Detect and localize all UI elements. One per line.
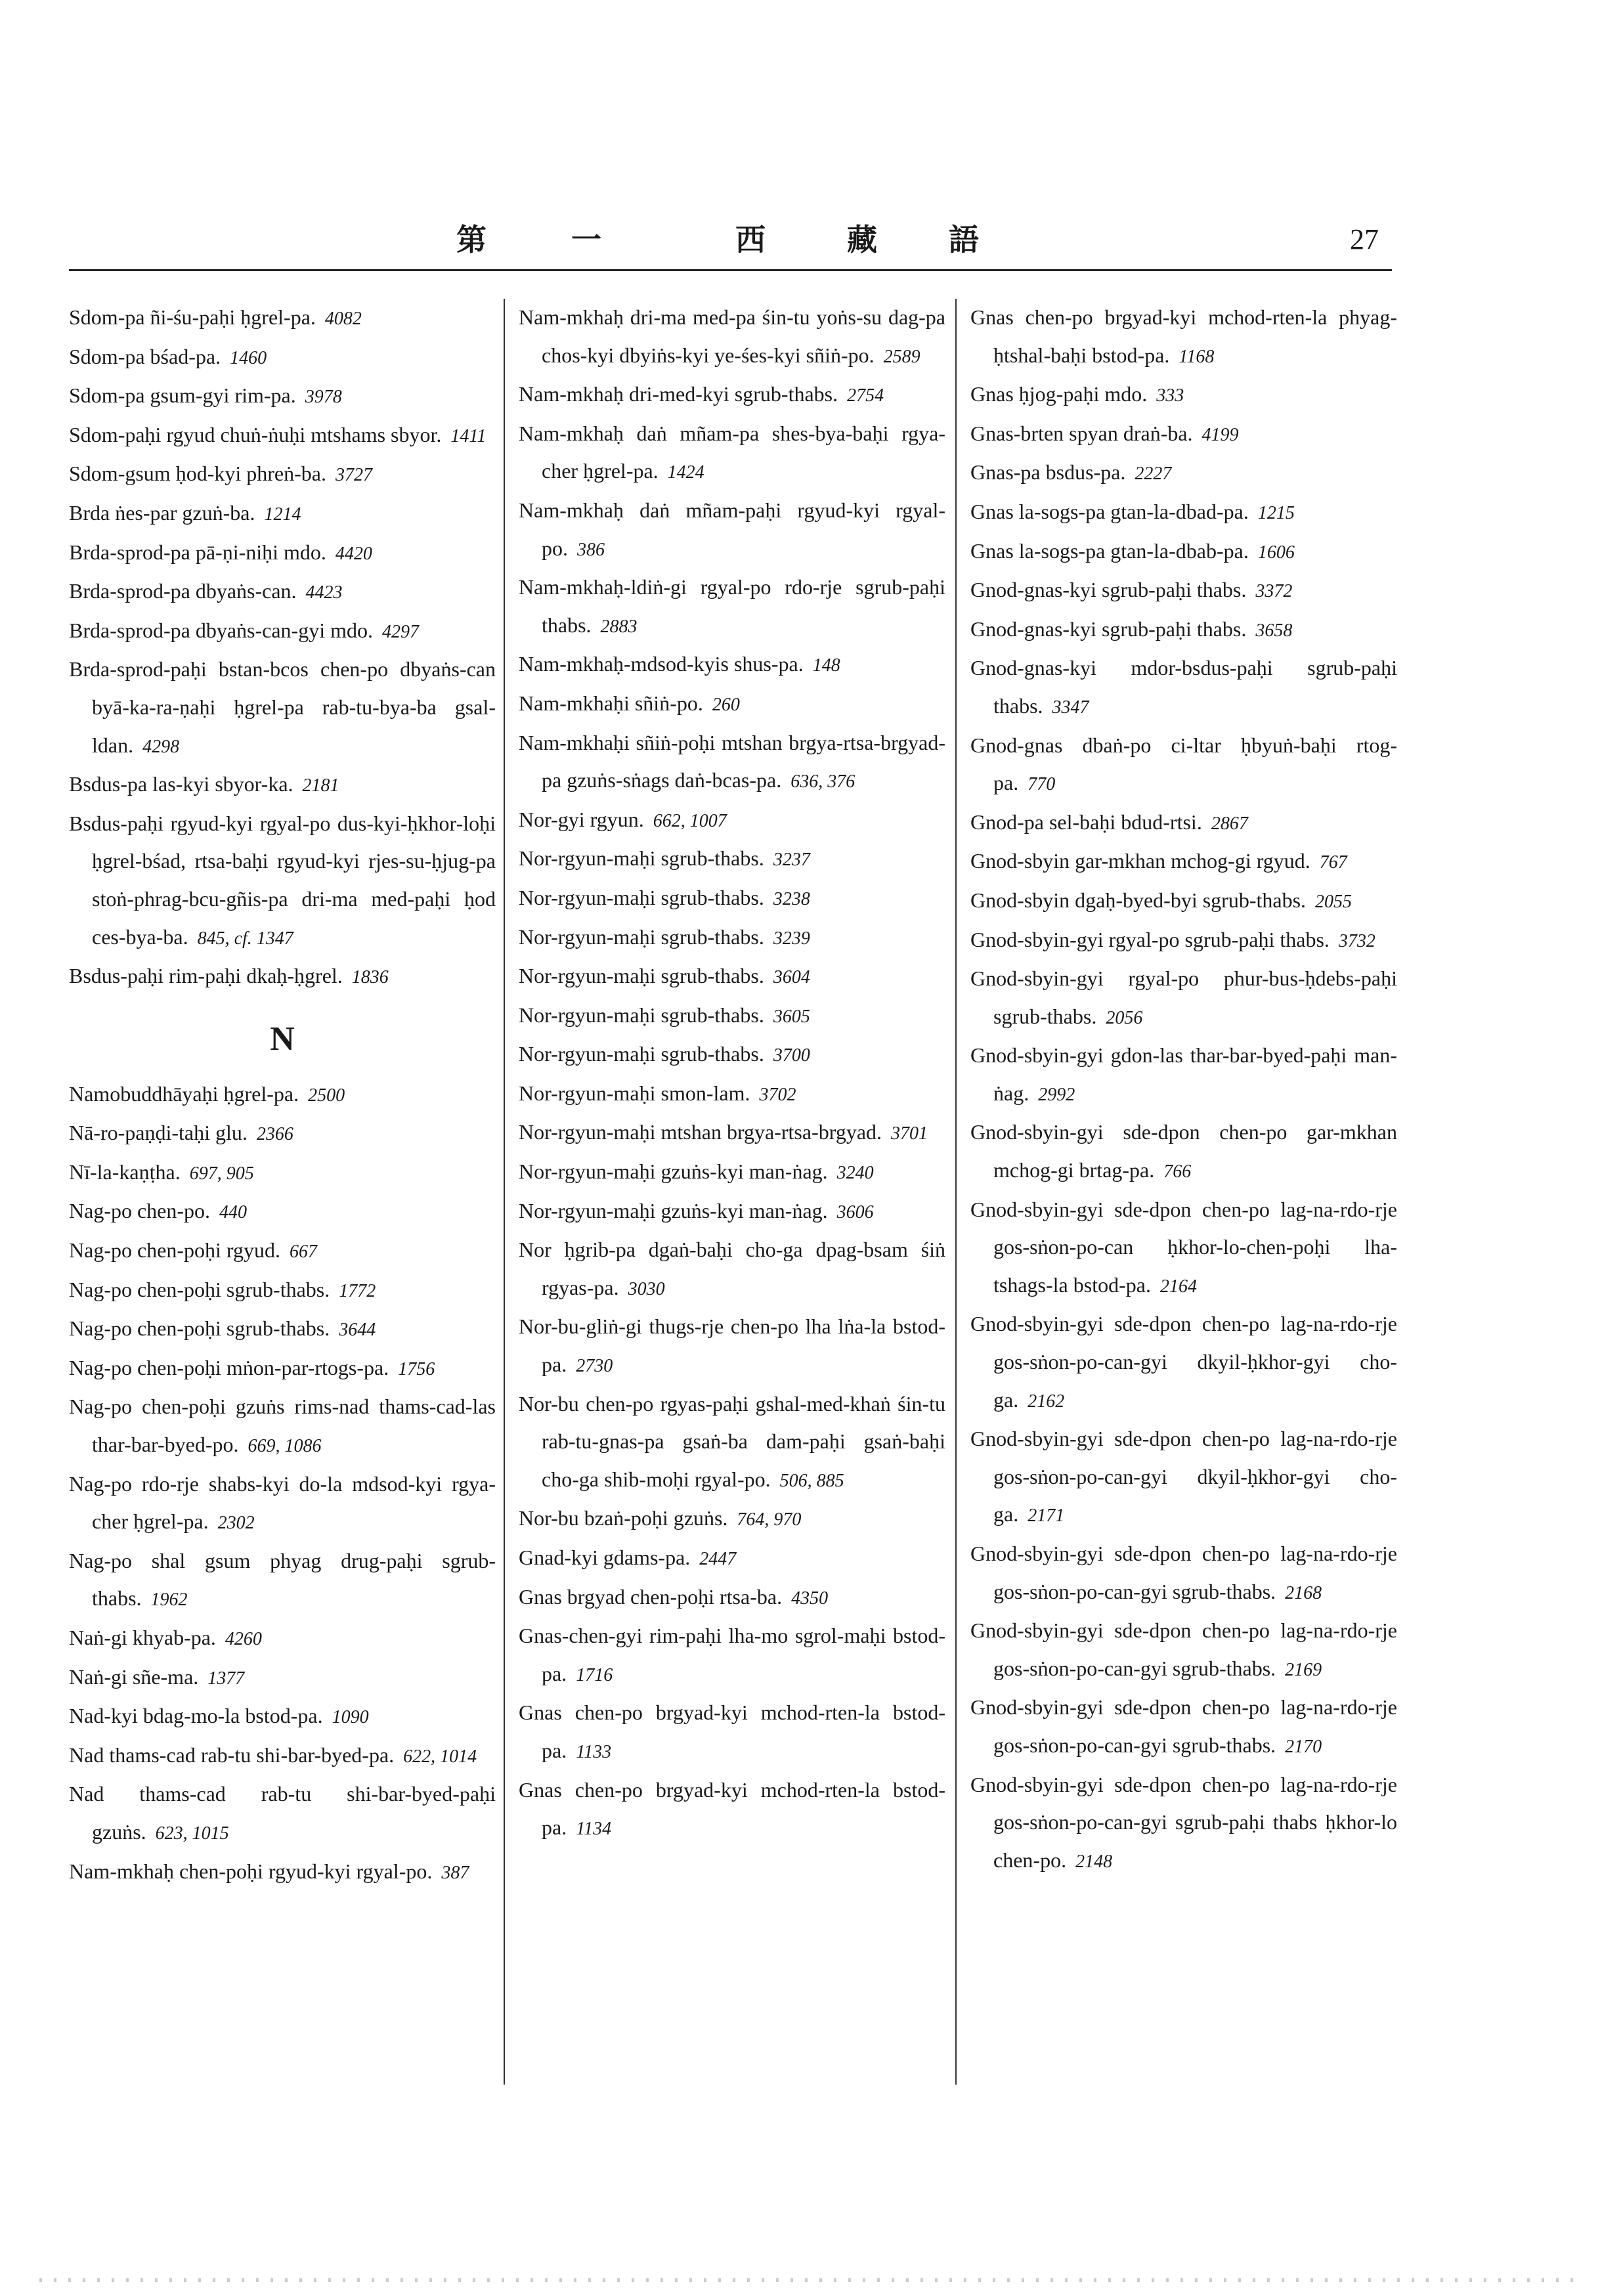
entry-number: 2867 (1211, 813, 1248, 834)
index-entry (519, 299, 945, 376)
entry-title: Nor-rgyun-maḥi gzuṅs-kyi man-ṅag. (519, 1159, 828, 1184)
entry-title: Bsdus-paḥi rgyud-kyi rgyal-po dus-kyi-ḥkhor-loḥi ḥgrel-bśad, rtsa-baḥi rgyud-kyi rjes-su-ḥjug-pa stoṅ-phrag-bcu-gñis-pa dri-ma med-paḥi ḥod ces-bya-ba. (69, 811, 496, 949)
index-entry (970, 1689, 1397, 1765)
entry-number: 2366 (256, 1124, 293, 1145)
index-entry (519, 645, 945, 685)
index-entry (970, 804, 1397, 843)
index-entry (519, 879, 945, 919)
index-entry (970, 1420, 1397, 1535)
index-entry (69, 455, 496, 494)
entry-number: 2162 (1028, 1391, 1065, 1412)
index-entry (970, 882, 1397, 921)
entry-number: 1424 (667, 462, 704, 483)
entry-title: Gnod-pa sel-baḥi bdud-rtsi. (970, 810, 1202, 834)
index-entry (970, 1612, 1397, 1689)
index-entry (69, 651, 496, 766)
entry-title: Gnod-sbyin-gyi sde-dpon chen-po gar-mkhan mchog-gi brtag-pa. (970, 1120, 1397, 1182)
entry-number: 387 (441, 1862, 469, 1883)
index-entry (970, 493, 1397, 532)
entry-title: Nam-mkhaḥ chen-poḥi rgyud-kyi rgyal-po. (69, 1859, 433, 1883)
entry-number: 3701 (891, 1123, 928, 1144)
index-entry (69, 573, 496, 612)
entry-number: 3605 (773, 1006, 810, 1027)
entry-title: Sdom-pa gsum-gyi rim-pa. (69, 383, 296, 408)
entry-title: Gnas la-sogs-pa gtan-la-dbab-pa. (970, 538, 1249, 563)
entry-number: 3237 (773, 850, 810, 871)
entry-number: 1606 (1257, 542, 1295, 563)
index-entry (69, 494, 496, 534)
entry-number: 2056 (1106, 1007, 1143, 1028)
entry-number: 1772 (339, 1280, 376, 1301)
index-entry (519, 1075, 945, 1114)
entry-title: Gnas la-sogs-pa gtan-la-dbad-pa. (970, 499, 1249, 523)
entry-number: 1411 (450, 425, 487, 446)
entry-title: Gnas chen-po brgyad-kyi mchod-rten-la phyag-ḥtshal-baḥi bstod-pa. (970, 305, 1397, 367)
entry-number: 766 (1163, 1161, 1192, 1182)
entry-title: Gnod-sbyin-gyi sde-dpon chen-po lag-na-rdo-rje gos-sṅon-po-can-gyi dkyil-ḥkhor-gyi cho-ga. (970, 1312, 1397, 1412)
index-entry (970, 376, 1397, 415)
entry-number: 2181 (302, 775, 339, 796)
index-entry (519, 801, 945, 840)
entry-number: 662, 1007 (653, 810, 727, 831)
entry-number: 1133 (576, 1741, 612, 1762)
index-entry (69, 1465, 496, 1542)
entry-title: Nā-ro-paṇḍi-taḥi glu. (69, 1121, 248, 1145)
entry-title: Nam-mkhaḥi sñiṅ-po. (519, 691, 703, 715)
entry-number: 3727 (335, 465, 372, 486)
entry-number: 2754 (847, 385, 884, 406)
entry-title: Gnod-sbyin-gyi rgyal-po phur-bus-ḥdebs-paḥi sgrub-thabs. (970, 966, 1397, 1028)
entry-number: 1460 (230, 347, 267, 368)
entry-title: Gnod-sbyin-gyi sde-dpon chen-po lag-na-rdo-rje gos-sṅon-po-can-gyi sgrub-thabs. (970, 1542, 1397, 1603)
index-entry (69, 612, 496, 651)
entry-title: Nag-po chen-poḥi rgyud. (69, 1238, 280, 1263)
entry-title: Naṅ-gi sñe-ma. (69, 1664, 199, 1689)
entry-number: 4298 (142, 736, 180, 757)
entry-title: Nor-bu-gliṅ-gi thugs-rje chen-po lha lṅa-la bstod-pa. (519, 1314, 945, 1377)
entry-title: Nam-mkhaḥ dri-ma med-pa śin-tu yoṅs-su dag-pa chos-kyi dbyiṅs-kyi ye-śes-kyi sñiṅ-po. (519, 305, 945, 367)
entry-title: Nam-mkhaḥi sñiṅ-poḥi mtshan brgya-rtsa-brgyad-pa gzuṅs-sṅags daṅ-bcas-pa. (519, 730, 945, 792)
entry-title: Gnod-sbyin-gyi sde-dpon chen-po lag-na-rdo-rje gos-sṅon-po-can-gyi sgrub-paḥi thabs ḥkhor-lo chen-po. (970, 1772, 1397, 1872)
index-entry (69, 1542, 496, 1619)
index-entry (519, 997, 945, 1036)
entry-number: 3644 (339, 1320, 376, 1341)
entry-number: 1168 (1179, 346, 1215, 367)
index-entry (519, 376, 945, 415)
index-entry (519, 840, 945, 879)
entry-number: 4350 (791, 1588, 829, 1609)
entry-title: Gnas ḥjog-paḥi mdo. (970, 382, 1148, 406)
entry-number: 2170 (1285, 1736, 1322, 1757)
entry-title: Gnod-sbyin-gyi rgyal-po sgrub-paḥi thabs. (970, 927, 1330, 951)
entry-title: Gnod-sbyin-gyi sde-dpon chen-po lag-na-rdo-rje gos-sṅon-po-can-gyi sgrub-thabs. (970, 1695, 1397, 1757)
entry-number: 4199 (1201, 424, 1239, 445)
entry-title: Gnod-sbyin dgaḥ-byed-byi sgrub-thabs. (970, 888, 1307, 912)
entry-title: Gnas-brten spyan draṅ-ba. (970, 421, 1193, 445)
index-entry (69, 416, 496, 456)
index-entry (69, 1853, 496, 1892)
entry-title: Nad thams-cad rab-tu shi-bar-byed-paḥi gzuṅs. (69, 1782, 496, 1844)
entry-number: 4260 (225, 1629, 262, 1649)
entry-number: 623, 1015 (155, 1823, 229, 1844)
entry-title: Gnas-chen-gyi rim-paḥi lha-mo sgrol-maḥi bstod-pa. (519, 1624, 945, 1685)
index-entry (519, 569, 945, 645)
entry-title: Nag-po chen-po. (69, 1199, 211, 1223)
index-entry (519, 1308, 945, 1385)
entry-title: Nor-rgyun-maḥi gzuṅs-kyi man-ṅag. (519, 1198, 828, 1223)
index-entry (69, 957, 496, 997)
title-char: 西 (735, 222, 766, 257)
entry-number: 1756 (398, 1358, 435, 1379)
index-entry (519, 919, 945, 958)
index-entry (69, 299, 496, 338)
index-entry (69, 1697, 496, 1737)
entry-title: Sdom-paḥi rgyud chuṅ-ṅuḥi mtshams sbyor. (69, 422, 442, 446)
entry-number: 2500 (308, 1085, 345, 1106)
index-entry (69, 766, 496, 805)
index-entry (69, 1310, 496, 1349)
entry-title: Nor-rgyun-maḥi sgrub-thabs. (519, 1003, 764, 1027)
page-number: 27 (1350, 223, 1379, 255)
index-entry (519, 1617, 945, 1694)
entry-title: Nag-po chen-poḥi gzuṅs rims-nad thams-cad-las thar-bar-byed-po. (69, 1395, 496, 1457)
index-entry (69, 1271, 496, 1310)
index-entry (519, 957, 945, 997)
entry-number: 3606 (836, 1202, 874, 1223)
index-entry (970, 1535, 1397, 1612)
index-column-2 (519, 299, 945, 1848)
index-entry (519, 1694, 945, 1771)
entry-title: Gnod-sbyin-gyi sde-dpon chen-po lag-na-rdo-rje gos-sṅon-po-can-gyi sgrub-thabs. (970, 1618, 1397, 1680)
index-entry (970, 960, 1397, 1037)
entry-title: Nor-gyi rgyun. (519, 807, 644, 831)
entry-title: Nor-bu bzaṅ-poḥi gzuṅs. (519, 1506, 728, 1530)
index-entry (69, 1658, 496, 1698)
entry-number: 2302 (217, 1513, 255, 1534)
title-char: 第 (456, 222, 487, 257)
entry-number: 669, 1086 (248, 1436, 322, 1457)
entry-number: 1215 (1257, 502, 1295, 523)
entry-number: 3604 (773, 967, 810, 988)
index-entry (69, 1075, 496, 1115)
index-column-3 (970, 299, 1397, 1880)
index-entry (519, 1771, 945, 1848)
title-char: 語 (949, 222, 979, 257)
title-char: 藏 (847, 222, 877, 257)
index-entry (69, 1232, 496, 1271)
entry-title: Nor-bu chen-po rgyas-paḥi gshal-med-khaṅ śin-tu rab-tu-gnas-pa gsaṅ-ba dam-paḥi gsaṅ-baḥi cho-ga shib-moḥi rgyal-po. (519, 1391, 945, 1491)
column-divider (955, 299, 957, 2085)
index-entry (970, 727, 1397, 804)
index-entry (69, 1192, 496, 1232)
scan-edge-artifact (39, 2278, 1582, 2282)
entry-title: Nor-rgyun-maḥi sgrub-thabs. (519, 924, 764, 949)
entry-number: 3702 (759, 1084, 796, 1105)
entry-number: 770 (1028, 774, 1056, 795)
entry-title: Brda-sprod-paḥi bstan-bcos chen-po dbyaṅs-can byā-ka-ra-ṇaḥi ḥgrel-pa rab-tu-bya-ba gsal-ldan. (69, 657, 496, 757)
entry-number: 697, 905 (189, 1163, 254, 1184)
entry-number: 3030 (628, 1278, 665, 1299)
index-entry (69, 1737, 496, 1776)
entry-number: 2883 (600, 616, 638, 637)
entry-title: Nag-po shal gsum phyag drug-paḥi sgrub-thabs. (69, 1548, 496, 1611)
entry-title: Nī-la-kaṇṭha. (69, 1159, 181, 1184)
entry-title: Nor ḥgrib-pa dgaṅ-baḥi cho-ga dpag-bsam śiṅ rgyas-pa. (519, 1238, 945, 1299)
entry-number: 3347 (1052, 697, 1089, 718)
index-entry (519, 1153, 945, 1192)
entry-number: 767 (1319, 852, 1347, 873)
entry-number: 1134 (576, 1819, 612, 1840)
entry-number: 4082 (324, 309, 362, 329)
entry-title: Bsdus-paḥi rim-paḥi dkaḥ-ḥgrel. (69, 964, 343, 988)
entry-title: Nor-rgyun-maḥi sgrub-thabs. (519, 964, 764, 988)
index-entry (69, 805, 496, 957)
entry-title: Gnas chen-po brgyad-kyi mchod-rten-la bstod-pa. (519, 1700, 945, 1762)
index-entry (69, 1154, 496, 1193)
entry-title: Gnas-pa bsdus-pa. (970, 460, 1126, 485)
entry-number: 3978 (305, 387, 342, 408)
index-entry (970, 1191, 1397, 1306)
index-entry (970, 299, 1397, 376)
entry-title: Nag-po chen-poḥi sgrub-thabs. (69, 1316, 330, 1341)
entry-number: 1090 (332, 1707, 369, 1728)
entry-number: 2148 (1075, 1851, 1113, 1872)
index-entry (970, 532, 1397, 572)
entry-title: Gnod-gnas-kyi sgrub-paḥi thabs. (970, 617, 1247, 641)
entry-number: 3372 (1255, 581, 1293, 602)
entry-title: Gnad-kyi gdams-pa. (519, 1546, 691, 1569)
entry-title: Nam-mkhaḥ-ldiṅ-gi rgyal-po rdo-rje sgrub-paḥi thabs. (519, 575, 945, 637)
entry-title: Sdom-pa ñi-śu-paḥi ḥgrel-pa. (69, 305, 316, 329)
index-entry (519, 415, 945, 492)
index-entry (970, 1305, 1397, 1420)
index-entry (519, 1231, 945, 1308)
entry-number: 3658 (1255, 620, 1293, 641)
entry-number: 333 (1156, 385, 1184, 406)
index-entry (970, 1037, 1397, 1114)
index-entry (970, 571, 1397, 611)
entry-number: 148 (812, 655, 840, 676)
entry-title: Nam-mkhaḥ daṅ mñam-pa shes-bya-baḥi rgya-cher ḥgrel-pa. (519, 421, 945, 483)
entry-number: 3238 (773, 888, 810, 909)
index-entry (519, 1035, 945, 1075)
entry-title: Gnod-sbyin-gyi gdon-las thar-bar-byed-paḥi man-ṅag. (970, 1043, 1397, 1105)
entry-title: Namobuddhāyaḥi ḥgrel-pa. (69, 1081, 299, 1106)
entry-number: 2589 (883, 346, 920, 367)
column-divider (504, 299, 505, 2085)
index-entry (69, 1114, 496, 1154)
entry-title: Nor-rgyun-maḥi sgrub-thabs. (519, 846, 764, 871)
entry-title: Nor-rgyun-maḥi mtshan brgya-rtsa-brgyad. (519, 1120, 882, 1144)
entry-title: Nam-mkhaḥ-mdsod-kyis shus-pa. (519, 652, 804, 676)
index-entry (519, 1578, 945, 1618)
entry-number: 3239 (773, 928, 810, 949)
entry-title: Nam-mkhaḥ daṅ mñam-paḥi rgyud-kyi rgyal-po. (519, 498, 945, 560)
entry-number: 440 (219, 1202, 248, 1223)
entry-number: 845, cf. 1347 (197, 928, 293, 949)
index-entry (970, 921, 1397, 961)
entry-title: Nad-kyi bdag-mo-la bstod-pa. (69, 1704, 323, 1728)
entry-title: Brda-sprod-pa pā-ṇi-niḥi mdo. (69, 540, 326, 564)
entry-number: 2168 (1285, 1582, 1322, 1603)
entry-number: 667 (290, 1242, 317, 1263)
entry-number: 3240 (836, 1163, 874, 1184)
entry-title: Gnod-sbyin gar-mkhan mchog-gi rgyud. (970, 849, 1310, 873)
index-entry (519, 1192, 945, 1232)
entry-number: 2227 (1135, 464, 1172, 485)
entry-title: Nag-po rdo-rje shabs-kyi do-la mdsod-kyi rgya-cher ḥgrel-pa. (69, 1471, 496, 1534)
entry-title: Nag-po chen-poḥi mṅon-par-rtogs-pa. (69, 1355, 389, 1379)
entry-title: Nam-mkhaḥ dri-med-kyi sgrub-thabs. (519, 382, 838, 406)
entry-title: Gnod-sbyin-gyi sde-dpon chen-po lag-na-rdo-rje gos-sṅon-po-can-gyi dkyil-ḥkhor-gyi cho-ga. (970, 1427, 1397, 1527)
entry-title: Gnod-gnas-kyi mdor-bsdus-paḥi sgrub-paḥi thabs. (970, 656, 1397, 718)
entry-title: Gnas brgyad chen-poḥi rtsa-ba. (519, 1584, 783, 1609)
index-entry (69, 1349, 496, 1389)
entry-number: 4297 (381, 621, 419, 642)
index-entry (970, 454, 1397, 493)
index-entry (519, 1385, 945, 1500)
entry-title: Sdom-gsum ḥod-kyi phreṅ-ba. (69, 462, 326, 486)
entry-number: 636, 376 (790, 771, 855, 792)
index-entry (69, 377, 496, 416)
entry-number: 3732 (1338, 930, 1375, 951)
entry-title: Brda-sprod-pa dbyaṅs-can. (69, 579, 297, 603)
entry-title: Nor-rgyun-maḥi sgrub-thabs. (519, 1042, 764, 1066)
entry-title: Nag-po chen-poḥi sgrub-thabs. (69, 1277, 330, 1301)
entry-number: 2164 (1159, 1276, 1197, 1297)
entry-title: Gnod-gnas dbaṅ-po ci-ltar ḥbyuṅ-baḥi rtog-pa. (970, 733, 1397, 795)
entry-number: 1962 (150, 1590, 188, 1611)
entry-number: 2447 (699, 1549, 737, 1569)
index-entry (519, 1114, 945, 1153)
index-column-1 (69, 299, 496, 1892)
entry-number: 4423 (305, 582, 343, 603)
index-entry (519, 492, 945, 569)
entry-number: 2171 (1028, 1505, 1065, 1527)
index-entry (69, 1388, 496, 1465)
entry-number: 2055 (1315, 891, 1352, 912)
entry-number: 2730 (576, 1356, 613, 1377)
index-entry (519, 1539, 945, 1578)
entry-number: 1214 (264, 504, 301, 525)
page-header (72, 217, 1392, 263)
entry-title: Gnod-sbyin-gyi sde-dpon chen-po lag-na-rdo-rje gos-sṅon-po-can ḥkhor-lo-chen-poḥi lha-tshags-la bstod-pa. (970, 1197, 1397, 1297)
entry-title: Nad thams-cad rab-tu shi-bar-byed-pa. (69, 1743, 395, 1767)
entry-number: 260 (712, 694, 740, 715)
header-rule (69, 269, 1392, 271)
index-entry (970, 415, 1397, 454)
entry-title: Sdom-pa bśad-pa. (69, 344, 221, 368)
title-char: 一 (571, 222, 601, 257)
entry-number: 764, 970 (737, 1509, 802, 1530)
entry-number: 1836 (351, 967, 389, 988)
index-entry (69, 1775, 496, 1852)
entry-number: 3700 (773, 1045, 810, 1066)
index-entry (69, 534, 496, 573)
entry-title: Brda ṅes-par gzuṅ-ba. (69, 500, 255, 525)
entry-title: Nor-rgyun-maḥi smon-lam. (519, 1081, 750, 1105)
entry-number: 622, 1014 (403, 1746, 477, 1767)
entry-number: 1377 (207, 1668, 245, 1689)
index-entry (970, 1114, 1397, 1190)
entry-number: 2992 (1038, 1084, 1075, 1105)
index-entry (519, 724, 945, 801)
index-entry (970, 842, 1397, 882)
entry-title: Brda-sprod-pa dbyaṅs-can-gyi mdo. (69, 618, 373, 642)
entry-number: 4420 (335, 543, 372, 564)
index-entry (519, 685, 945, 724)
index-entry (970, 649, 1397, 726)
entry-number: 386 (577, 539, 605, 560)
index-entry (519, 1500, 945, 1539)
index-entry (69, 338, 496, 378)
entry-number: 1716 (576, 1664, 613, 1685)
entry-title: Gnas chen-po brgyad-kyi mchod-rten-la bstod-pa. (519, 1777, 945, 1840)
index-entry (970, 611, 1397, 650)
section-letter-heading: N (270, 1020, 295, 1058)
index-entry (970, 1766, 1397, 1881)
entry-title: Nor-rgyun-maḥi sgrub-thabs. (519, 885, 764, 909)
entry-title: Gnod-gnas-kyi sgrub-paḥi thabs. (970, 578, 1247, 602)
entry-title: Bsdus-pa las-kyi sbyor-ka. (69, 772, 293, 796)
entry-number: 506, 885 (779, 1470, 844, 1491)
index-entry (69, 1619, 496, 1658)
entry-title: Naṅ-gi khyab-pa. (69, 1626, 216, 1649)
entry-number: 2169 (1285, 1659, 1322, 1680)
